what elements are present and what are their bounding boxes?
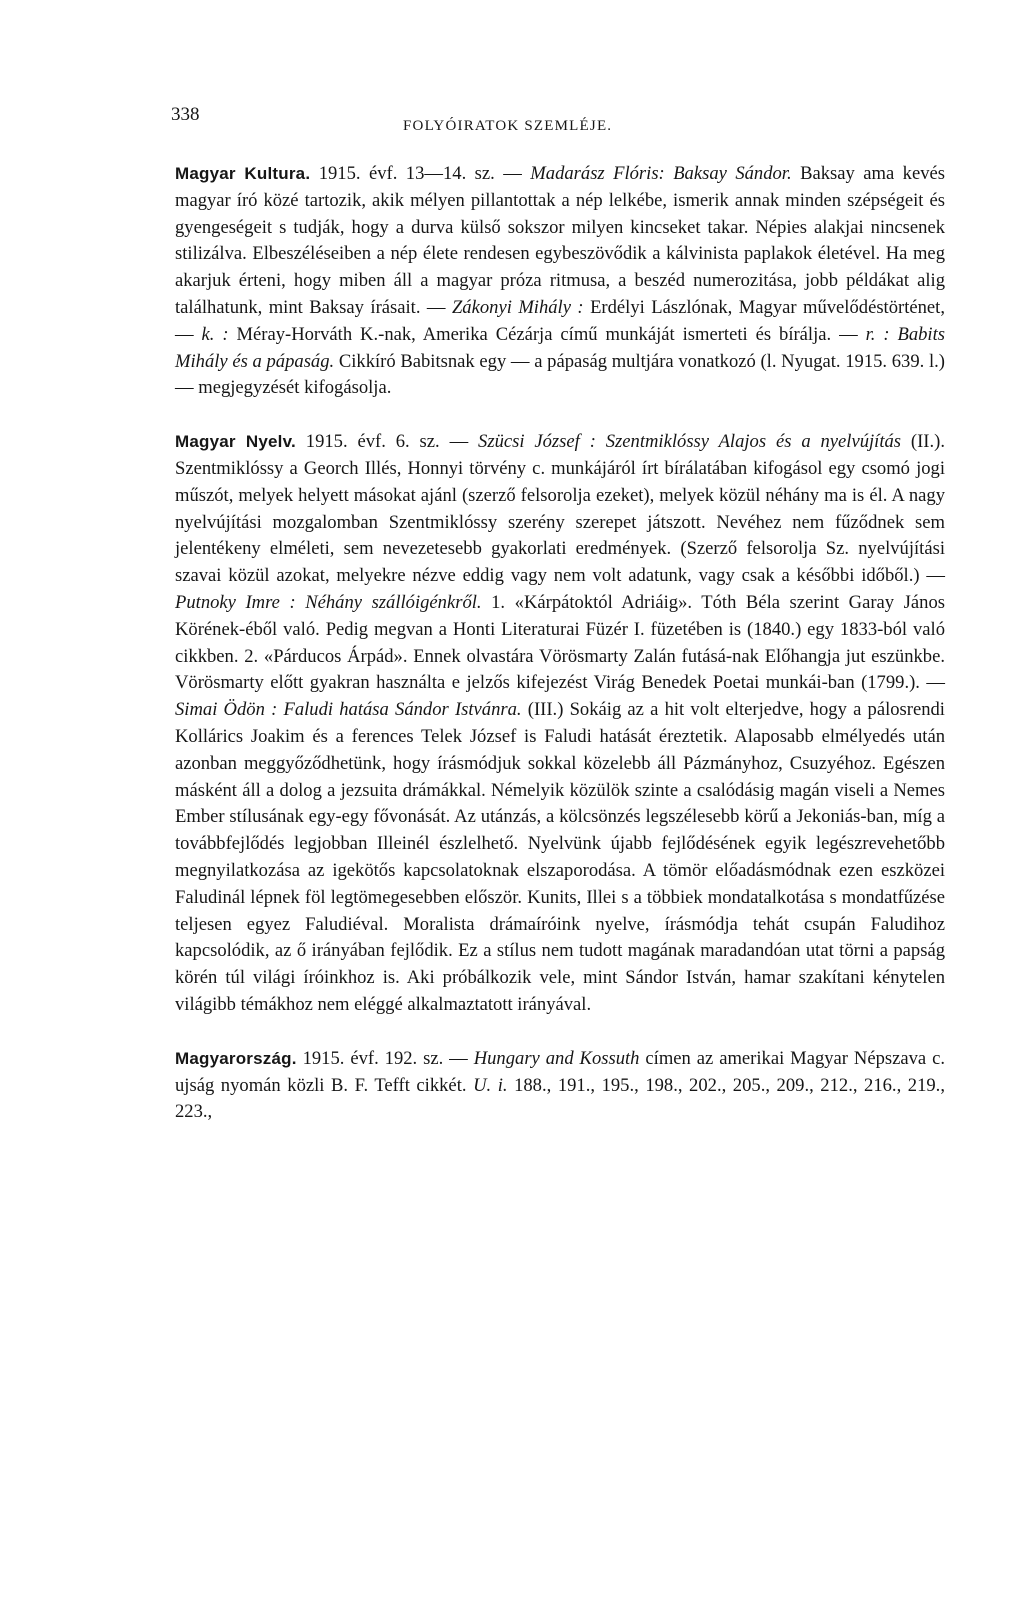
review-body: [175, 161, 945, 1126]
journal-title: Magyar Kultura.: [175, 164, 311, 183]
text-segment: Méray-Horváth K.-nak, Amerika Cézárja című munkáját ismerteti és bírálja. —: [228, 323, 866, 345]
text-segment: 188., 191., 195., 198., 202., 205., 209., 212., 216., 219., 223.,: [175, 1074, 945, 1123]
entry-magyar-nyelv: [175, 429, 945, 1019]
text-segment: Erdélyi Lászlónak, Magyar művelődéstörténet, —: [175, 296, 945, 345]
entry-magyar-kultura: [175, 161, 945, 402]
title-segment: Hungary and Kossuth: [473, 1047, 640, 1069]
text-segment: 1. «Kárpátoktól Adriáig». Tóth Béla szerint Garay János Körének-éből való. Pedig megvan a Honti Literaturai Füzér I. füzetében is (1840.) egy 1833-ból való cikkben. 2. «Párducos Árpád». Ennek olvastára Vörösmarty Zalán futásá-nak Előhangja jut eszünkbe. Vörösmarty előtt gyakran használta e jelzős kifejezést Virág Benedek Poetai munkái-ban (1799.). —: [175, 591, 945, 694]
text-segment: 1915. évf. 6. sz. —: [295, 431, 479, 453]
author-title-segment: Szücsi József : Szentmiklóssy Alajos és a nyelvújítás: [478, 431, 902, 453]
text-segment: (III.) Sokáig az a hit volt elterjedve, hogy a pálosrendi Kollárics Joakim és a ferences Telek József is Faludi hatását éreztetik. Alaposabb elmélyedés után azonban meggyőződhetünk, hogy írásmódjuk sokkal közelebb áll Pázmányhoz, Csuzyéhoz. Egészen másként áll a dolog a jezsuita drámákkal. Némelyik közülök szinte a csalódásig magán viseli a Nemes Ember stílusának egy-egy fővonását. Az utánzás, a kölcsönzés legszélesebb körű a Jekoniás-ban, míg a továbbfejlődés legjobban Illeinél észlelhető. Nyelvünk újabb fejlődésének egyik legészrevehetőbb megnyilatkozása az igekötős kapcsolatoknak elszaporodása. A tömör előadásmódnak ezen eszközei Faludinál lépnek föl legtömegesebben először. Kunits, Illei s a többiek mondatalkotása s mondatfűzése teljesen egyez Faludiéval. Moralista drámaíróink nyelve, írásmódja tehát csupán Faludihoz kapcsolódik, az ő irányában fejlődik. Ez a stílus nem tudott magának maradandóan utat törni a papság körén túl világi íróinkhoz is. Aki próbálkozik vele, mint Sándor István, hamar szakítani kénytelen világibb témákhoz nem eléggé alkalmaztatott irányával.: [175, 699, 945, 1015]
author-title-segment: Simai Ödön : Faludi hatása Sándor Istvánra.: [175, 699, 522, 721]
entry-magyarorszag: [175, 1046, 945, 1126]
text-segment: 1915. évf. 13—14. sz. —: [310, 163, 531, 184]
journal-title: Magyarország.: [175, 1048, 297, 1068]
author-title-segment: Putnoky Imre : Néhány szállóigénkről.: [175, 591, 482, 613]
text-segment: címen az amerikai Magyar Népszava c. ujság nyomán közli B. F. Tefft cikkét.: [175, 1047, 945, 1096]
text-segment: 1915. évf. 192. sz. —: [296, 1047, 474, 1069]
text-segment: Baksay ama kevés magyar író közé tartozik, akik mélyen pillantottak a nép lelkébe, ismerik annak minden szépségeit és gyengeségeit s tudják, hogy a durva külső sokszor milyen kincseket takar. Népies alakjai nincsenek stilizálva. Elbeszéléseiben a nép élete rendesen egybeszövődik a kálvinista paplakok életével. Ha meg akarjuk érteni, hogy miben áll a magyar próza ritmusa, a beszéd numerozitása, jobb példákat alig találhatunk, mint Baksay írásait. —: [175, 163, 945, 318]
author-title-segment: Madarász Flóris: Baksay Sándor.: [530, 163, 792, 184]
author-title-segment: r. : Babits Mihály és a pápaság.: [175, 323, 945, 372]
author-segment: Zákonyi Mihály :: [451, 296, 584, 318]
text-segment: Cikkíró Babitsnak egy — a pápaság multjára vonatkozó (l. Nyugat. 1915. 639. l.) — megjegyzését kifogásolja.: [175, 350, 945, 399]
text-segment: (II.). Szentmiklóssy a Georch Illés, Honnyi törvény c. munkájáról írt bírálatában kifogásol egy csomó jogi műszót, melyek helyett másokat ajánl (szerző felsorolja ezeket), melyek közül néhány ma is él. A nagy nyelvújítási mozgalomban Szentmiklóssy szerény szerepet játszott. Nevéhez nem fűződnek sem jelentékeny elméleti, sem nevezetesebb gyakorlati eredmények. (Szerző felsorolja Sz. nyelvújítási szavai közül azokat, melyekre nézve eddig vagy nem volt adatunk, vagy csak a későbbi időből.) —: [175, 431, 945, 587]
running-head: FOLYÓIRATOK SZEMLÉJE.: [403, 118, 613, 134]
page-header: [171, 104, 951, 140]
author-segment: k. :: [201, 323, 229, 345]
journal-title: Magyar Nyelv.: [175, 432, 296, 452]
abbreviation-segment: U. i.: [473, 1074, 508, 1096]
page-number: 338: [171, 104, 200, 125]
